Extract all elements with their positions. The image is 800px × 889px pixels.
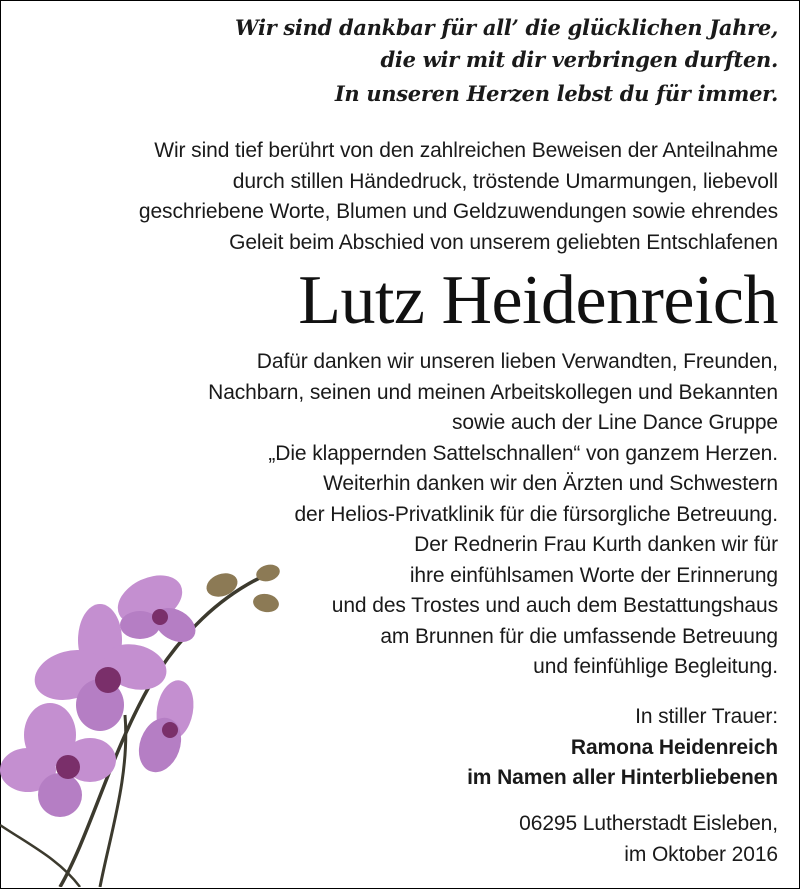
orchid-flower	[110, 566, 202, 649]
thanks-line: geschriebene Worte, Blumen und Geldzuwendungen sowie ehrendes	[138, 200, 778, 223]
intro-line-3: In unseren Herzen lebst du für immer.	[334, 81, 778, 106]
signature-block	[467, 702, 778, 794]
orchid-bud	[254, 562, 281, 584]
place-date: im Oktober 2016	[624, 842, 778, 866]
intro-line-2: die wir mit dir verbringen durften.	[380, 47, 778, 72]
deceased-name: Lutz Heidenreich	[298, 262, 778, 339]
ack-line: und feinfühlige Begleitung.	[533, 655, 778, 678]
thanks-line: Geleit beim Abschied von unserem geliebten Entschlafenen	[229, 230, 778, 254]
thanks-line: durch stillen Händedruck, tröstende Umarmungen, liebevoll	[232, 169, 778, 193]
orchid-bud	[252, 592, 281, 614]
signature-intro: In stiller Trauer:	[635, 705, 778, 728]
signature-name: Ramona Heidenreich	[570, 735, 778, 759]
ack-line: ihre einfühlsamen Worte der Erinnerung	[409, 563, 778, 587]
ack-line: sowie auch der Line Dance Gruppe	[451, 411, 778, 434]
place-location: 06295 Lutherstadt Eisleben,	[519, 812, 778, 835]
ack-line: „Die klappernden Sattelschnallen“ von ganzem Herzen.	[268, 441, 778, 465]
ack-line: Weiterhin danken wir den Ärzten und Schwestern	[323, 472, 778, 495]
orchid-flower	[132, 677, 198, 778]
ack-line: Der Rednerin Frau Kurth danken wir für	[414, 533, 778, 556]
orchid-stem	[0, 825, 80, 887]
place-date-block	[519, 809, 778, 870]
ack-line: und des Trostes und auch dem Bestattungshaus	[331, 594, 778, 617]
ack-line: Nachbarn, seinen und meinen Arbeitskollegen und Bekannten	[208, 380, 778, 404]
thanks-line: Wir sind tief berührt von den zahlreichen Beweisen der Anteilnahme	[154, 139, 778, 162]
orchid-illustration	[0, 555, 310, 887]
ack-line: Dafür danken wir unseren lieben Verwandten, Freunden,	[256, 350, 778, 373]
ack-line: am Brunnen für die umfassende Betreuung	[380, 624, 778, 648]
intro-line-1: Wir sind dankbar für all’ die glücklichen Jahre,	[235, 15, 778, 40]
intro-quote	[235, 12, 778, 110]
signature-on-behalf: im Namen aller Hinterbliebenen	[467, 766, 778, 789]
orchid-bud	[203, 569, 241, 601]
thanks-paragraph	[139, 136, 778, 258]
ack-line: der Helios-Privatklinik für die fürsorgliche Betreuung.	[294, 502, 778, 526]
